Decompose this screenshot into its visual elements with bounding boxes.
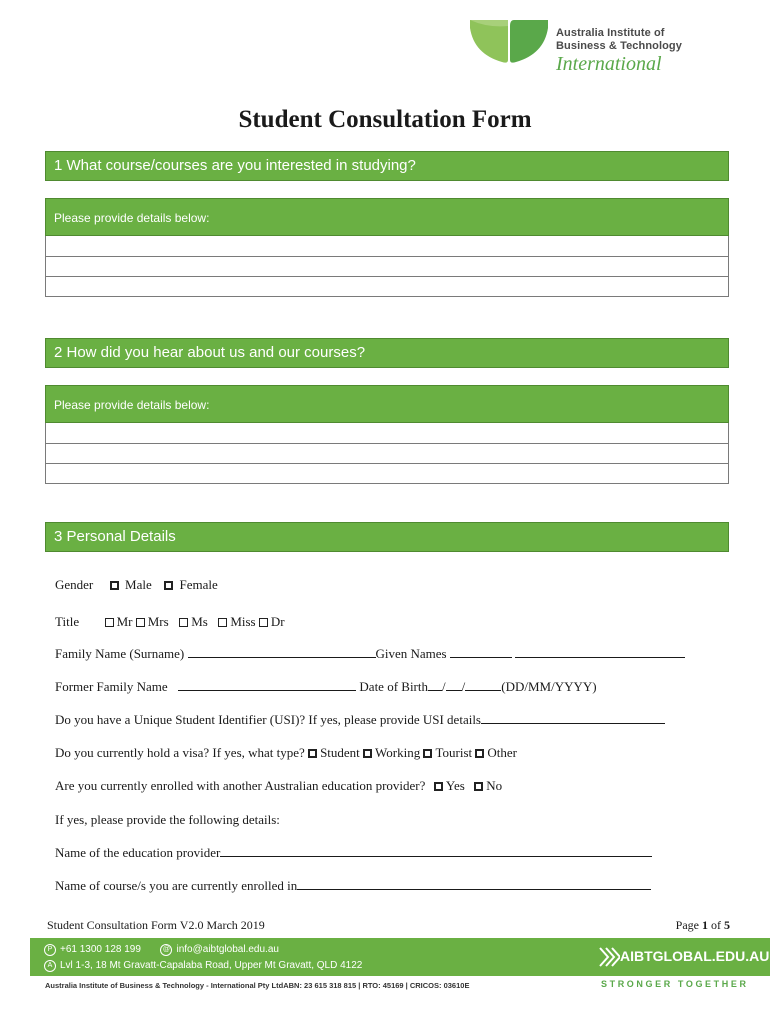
gender-row (55, 577, 218, 593)
footer-phone[interactable]: +61 1300 128 199 (60, 944, 141, 955)
phone-icon: P (44, 944, 56, 956)
page-current: 1 (702, 918, 708, 932)
footer-website[interactable]: AIBTGLOBAL.EDU.AU (620, 948, 770, 964)
dob-sep-1: / (442, 679, 446, 694)
section-2-input-row[interactable] (45, 423, 729, 444)
title-miss-label: Miss (230, 614, 256, 629)
enrolled-row (55, 778, 502, 794)
website-chevron-icon (598, 946, 620, 968)
dob-label: Date of Birth (359, 679, 428, 694)
given-names-field[interactable] (450, 646, 512, 658)
footer-legal-text: Australia Institute of Business & Technology - International Pty LtdABN: 23 615 318 815 | RTO: 45169 | CRICOS: 03610E (45, 981, 470, 990)
email-icon: @ (160, 944, 172, 956)
title-dr-checkbox[interactable] (259, 618, 268, 627)
visa-working-label: Working (375, 745, 421, 760)
provider-field[interactable] (220, 845, 652, 857)
former-family-name-field[interactable] (178, 679, 356, 691)
visa-row (55, 745, 517, 761)
course-field[interactable] (297, 878, 651, 890)
section-2-input-row[interactable] (45, 464, 729, 484)
usi-field[interactable] (481, 712, 665, 724)
gender-female-label: Female (179, 577, 218, 592)
enrolled-no-label: No (486, 778, 503, 793)
visa-question: Do you currently hold a visa? If yes, what type? (55, 745, 305, 760)
dob-format-hint: (DD/MM/YYYY) (501, 679, 597, 694)
course-row (55, 878, 651, 894)
logo-text-line3: International (556, 53, 662, 75)
section-2-table-header: Please provide details below: (45, 385, 729, 423)
visa-working-checkbox[interactable] (363, 749, 372, 758)
name-row (55, 646, 685, 662)
page-total: 5 (724, 918, 730, 932)
section-1-heading: 1 What course/courses are you interested in studying? (45, 151, 729, 181)
enrolled-question: Are you currently enrolled with another Australian education provider? (55, 778, 426, 793)
title-miss-checkbox[interactable] (218, 618, 227, 627)
gender-male-checkbox[interactable] (110, 581, 119, 590)
section-1-input-row[interactable] (45, 257, 729, 277)
visa-student-label: Student (320, 745, 360, 760)
if-yes-text: If yes, please provide the following details: (55, 812, 280, 827)
visa-tourist-checkbox[interactable] (423, 749, 432, 758)
section-3-heading: 3 Personal Details (45, 522, 729, 552)
footer-form-version: Student Consultation Form V2.0 March 2019 (47, 918, 265, 932)
dob-month-field[interactable] (446, 679, 462, 691)
visa-tourist-label: Tourist (435, 745, 473, 760)
given-names-field-2[interactable] (515, 646, 685, 658)
section-2-heading: 2 How did you hear about us and our courses? (45, 338, 729, 368)
title-mr-checkbox[interactable] (105, 618, 114, 627)
logo-text-line1: Australia Institute of (556, 27, 665, 39)
footer-email[interactable]: info@aibtglobal.edu.au (176, 944, 279, 955)
visa-other-checkbox[interactable] (475, 749, 484, 758)
usi-question: Do you have a Unique Student Identifier (USI)? If yes, please provide USI details (55, 712, 481, 727)
section-1-details-table (45, 198, 729, 297)
footer-tagline: STRONGER TOGETHER (601, 979, 749, 989)
usi-row (55, 712, 665, 728)
institution-logo (468, 14, 758, 80)
footer-page-number (676, 918, 730, 933)
course-label: Name of course/s you are currently enrolled in (55, 878, 298, 893)
page-word: Page (675, 918, 699, 932)
section-2-details-table (45, 385, 729, 484)
page-title: Student Consultation Form (238, 106, 532, 133)
title-mrs-label: Mrs (147, 614, 169, 629)
logo-leaves-icon (468, 18, 550, 64)
footer-contact-line-1 (44, 944, 279, 956)
section-2-input-row[interactable] (45, 444, 729, 464)
footer-contact-line-2 (44, 960, 362, 972)
gender-label: Gender (55, 577, 94, 592)
address-icon: A (44, 960, 56, 972)
section-1-input-row[interactable] (45, 236, 729, 257)
gender-male-label: Male (125, 577, 152, 592)
title-mrs-checkbox[interactable] (136, 618, 145, 627)
provider-label: Name of the education provider (55, 845, 221, 860)
visa-other-label: Other (487, 745, 517, 760)
provider-row (55, 845, 652, 861)
logo-text-line2: Business & Technology (556, 40, 682, 52)
title-ms-label: Ms (191, 614, 208, 629)
enrolled-no-checkbox[interactable] (474, 782, 483, 791)
family-name-field[interactable] (188, 646, 376, 658)
section-1-table-header: Please provide details below: (45, 198, 729, 236)
gender-female-checkbox[interactable] (164, 581, 173, 590)
section-1-input-row[interactable] (45, 277, 729, 297)
footer-address: Lvl 1-3, 18 Mt Gravatt-Capalaba Road, Upper Mt Gravatt, QLD 4122 (60, 960, 363, 971)
title-row (55, 614, 285, 630)
of-word: of (711, 918, 721, 932)
title-label: Title (55, 614, 80, 629)
dob-sep-2: / (461, 679, 466, 694)
enrolled-yes-checkbox[interactable] (434, 782, 443, 791)
title-dr-label: Dr (270, 614, 285, 629)
former-name-dob-row (55, 679, 597, 695)
dob-year-field[interactable] (465, 679, 501, 691)
former-family-name-label: Former Family Name (55, 679, 168, 694)
dob-day-field[interactable] (428, 679, 442, 691)
family-name-label: Family Name (Surname) (55, 646, 185, 661)
enrolled-yes-label: Yes (445, 778, 465, 793)
given-names-label: Given Names (375, 646, 447, 661)
footer-contact-bar (30, 938, 770, 976)
title-ms-checkbox[interactable] (179, 618, 188, 627)
visa-student-checkbox[interactable] (308, 749, 317, 758)
title-mr-label: Mr (116, 614, 133, 629)
